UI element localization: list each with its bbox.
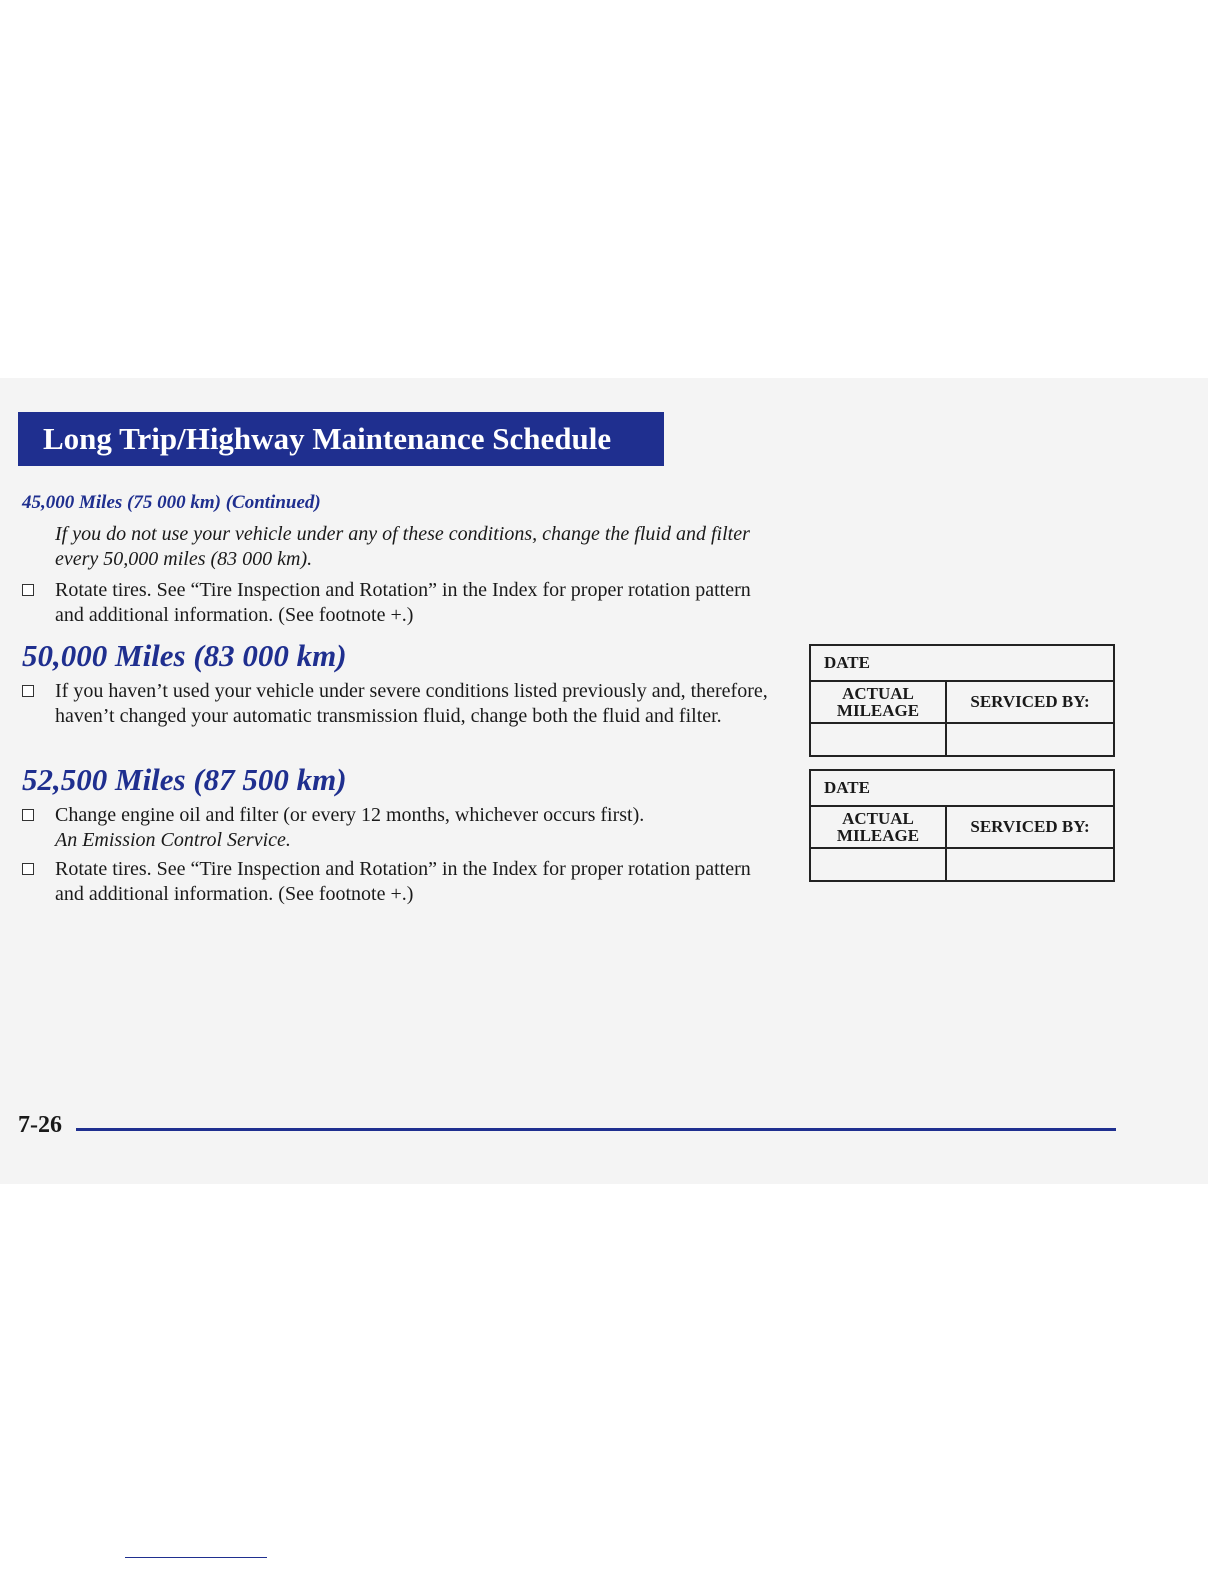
checkbox-icon[interactable] xyxy=(22,863,34,875)
actual-mileage-header: ACTUAL MILEAGE xyxy=(810,681,946,723)
section-heading-52500: 52,500 Miles (87 500 km) xyxy=(22,762,347,797)
footer-rule xyxy=(76,1128,1116,1131)
checklist-item-engine-oil xyxy=(22,803,782,853)
date-label: DATE xyxy=(824,653,870,672)
actual-mileage-field[interactable] xyxy=(810,723,946,756)
continued-note: If you do not use your vehicle under any of these conditions, change the fluid and filter every 50,000 miles (83 000 km). xyxy=(55,523,750,570)
checklist-item-rotate-tires-45k xyxy=(22,578,762,628)
serviced-by-field[interactable] xyxy=(946,848,1114,881)
checklist-item-text: If you haven’t used your vehicle under severe conditions listed previously and, therefore, haven’t changed your automatic transmission fluid, change both the fluid and filter. xyxy=(55,680,768,727)
checklist-item-text: Change engine oil and filter (or every 12 months, whichever occurs first). xyxy=(55,804,645,826)
continued-heading: 45,000 Miles (75 000 km) (Continued) xyxy=(22,492,321,513)
checkbox-icon[interactable] xyxy=(22,685,34,697)
page-number: 7-26 xyxy=(18,1112,62,1138)
serviced-by-header: SERVICED BY: xyxy=(946,806,1114,848)
serviced-by-header: SERVICED BY: xyxy=(946,681,1114,723)
checklist-item-text: Rotate tires. See “Tire Inspection and Rotation” in the Index for proper rotation pattern and additional information. (See footnote +.) xyxy=(55,579,751,626)
checklist-item-rotate-tires-52k xyxy=(22,857,762,907)
checkbox-icon[interactable] xyxy=(22,584,34,596)
bottom-rule-mark xyxy=(125,1557,267,1558)
service-record-table-52500 xyxy=(809,769,1115,882)
date-field[interactable] xyxy=(810,645,1114,681)
checklist-item-text: Rotate tires. See “Tire Inspection and Rotation” in the Index for proper rotation pattern and additional information. (See footnote +.) xyxy=(55,858,751,905)
emission-control-note: An Emission Control Service. xyxy=(55,829,291,851)
date-field[interactable] xyxy=(810,770,1114,806)
service-record-table-50000 xyxy=(809,644,1115,757)
serviced-by-field[interactable] xyxy=(946,723,1114,756)
page-title: Long Trip/Highway Maintenance Schedule xyxy=(18,412,664,466)
date-label: DATE xyxy=(824,778,870,797)
checklist-item-transmission-fluid xyxy=(22,679,792,729)
actual-mileage-field[interactable] xyxy=(810,848,946,881)
checkbox-icon[interactable] xyxy=(22,809,34,821)
section-heading-50000: 50,000 Miles (83 000 km) xyxy=(22,638,347,673)
actual-mileage-header: ACTUAL MILEAGE xyxy=(810,806,946,848)
